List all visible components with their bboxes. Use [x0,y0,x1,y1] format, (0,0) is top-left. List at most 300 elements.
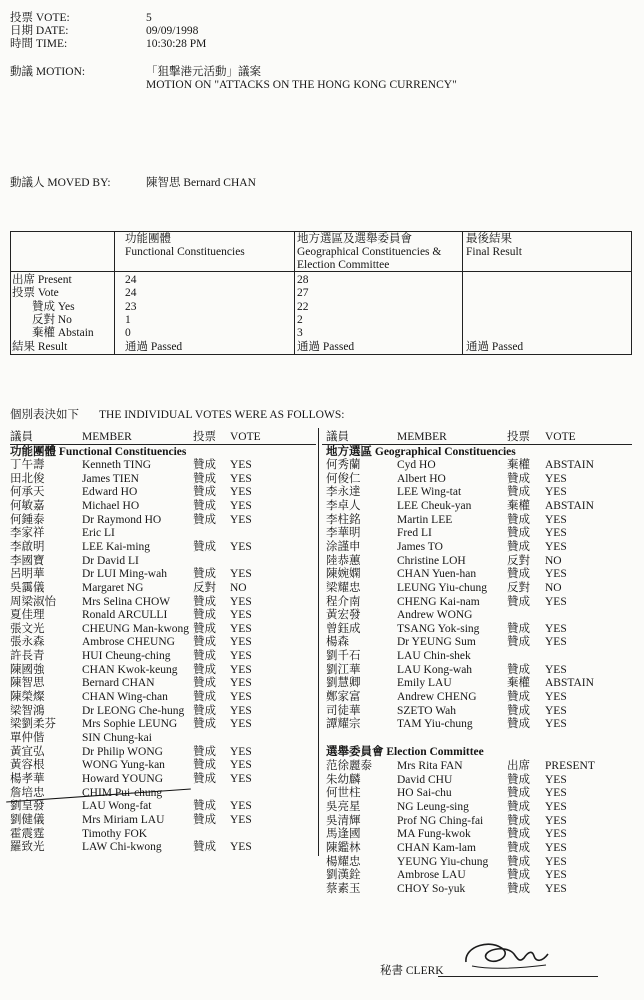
member-vote-en: YES [545,787,567,800]
header-label: 投票 VOTE: [10,12,70,24]
member-vote-zh: 贊成 [507,773,530,786]
member-name-en: Ambrose CHEUNG [82,636,175,649]
member-vote-en: YES [545,472,567,485]
member-name-en: CHEUNG Man-kwong [82,622,190,635]
left-col-member-zh: 議員 [10,431,33,443]
member-vote-en: YES [545,841,567,854]
right-col-member-en: MEMBER [397,431,447,443]
member-name-en: CHAN Yuen-han [397,568,477,581]
member-row [326,787,632,801]
member-row [326,760,632,774]
member-name-en: Dr David LI [82,554,139,567]
member-name-en: Kenneth TING [82,459,152,471]
member-vote-en: YES [230,499,252,512]
member-vote-en: PRESENT [545,760,595,772]
summary-gc-value: 3 [297,327,303,340]
member-vote-zh: 出席 [507,760,530,772]
right-col-member-zh: 議員 [326,431,349,443]
member-name-en: Mrs Rita FAN [397,760,463,772]
member-vote-zh: 贊成 [507,527,530,540]
summary-table [10,231,632,355]
member-name-en: Christine LOH [397,554,466,567]
member-name-en: CHENG Kai-nam [397,595,480,608]
member-row [10,623,316,637]
member-row [10,555,316,569]
summary-row-label: 贊成 Yes [32,300,75,313]
member-name-zh: 曾鈺成 [326,622,361,635]
motion-label: 動議 MOTION: [10,66,86,78]
member-name-en: Ambrose LAU [397,869,466,882]
summary-col-divider [462,231,463,355]
member-vote-zh: 棄權 [507,499,530,512]
summary-gc-value: 2 [297,313,303,326]
member-row [326,677,632,691]
member-vote-zh: 贊成 [193,718,216,731]
summary-gc-value: 通過 Passed [297,340,355,353]
member-row [10,500,316,514]
member-row [10,568,316,582]
member-vote-en: YES [545,486,567,499]
member-vote-en: YES [545,513,567,526]
member-row [326,718,632,732]
left-col-vote-zh: 投票 [193,431,216,443]
member-name-en: Mrs Selina CHOW [82,595,171,608]
member-name-zh: 鄭家富 [326,691,361,704]
member-row [10,541,316,555]
member-name-en: Emily LAU [397,677,452,690]
member-name-zh: 單仲偕 [10,732,45,744]
member-vote-zh: 贊成 [193,677,216,690]
member-name-en: LEUNG Yiu-chung [397,581,487,594]
member-vote-en: YES [230,622,252,635]
member-vote-en: YES [230,568,252,581]
member-name-zh: 司徒華 [326,704,361,717]
motion-title-zh: 「狙擊港元活動」議案 [146,66,261,78]
member-name-zh: 何世柱 [326,787,361,800]
member-row [326,856,632,870]
member-row [326,691,632,705]
intro-en: THE INDIVIDUAL VOTES WERE AS FOLLOWS: [99,409,345,421]
member-name-zh: 黃宜弘 [10,745,45,758]
member-vote-zh: 贊成 [507,718,530,731]
member-vote-zh: 贊成 [193,540,216,553]
member-vote-en: YES [545,595,567,608]
member-name-zh: 涂謹申 [326,540,361,553]
member-name-en: Dr Philip WONG [82,745,163,758]
member-name-zh: 程介南 [326,595,361,608]
member-row [10,732,316,746]
member-vote-en: YES [230,691,252,704]
member-vote-en: ABSTAIN [545,499,594,512]
member-vote-en: YES [230,663,252,676]
member-row [326,568,632,582]
member-vote-zh: 贊成 [507,595,530,608]
member-row [326,801,632,815]
member-name-en: Dr LEONG Che-hung [82,704,185,717]
member-vote-en: YES [230,636,252,649]
member-name-en: HO Sai-chu [397,787,452,800]
member-name-en: TSANG Yok-sing [397,622,480,635]
member-vote-zh: 贊成 [507,636,530,649]
member-vote-zh: 贊成 [193,609,216,622]
member-row [326,636,632,650]
member-name-zh: 何敏嘉 [10,499,45,512]
member-vote-zh: 贊成 [193,841,216,854]
member-name-en: CHAN Kam-lam [397,841,476,854]
member-name-en: Eric LI [82,527,115,540]
member-row [10,459,316,473]
member-vote-zh: 贊成 [507,691,530,704]
member-vote-en: YES [545,691,567,704]
member-name-zh: 劉健儀 [10,813,45,826]
member-vote-zh: 贊成 [193,691,216,704]
member-name-zh: 馬逢國 [326,828,361,841]
member-row [326,486,632,500]
member-vote-en: YES [545,527,567,540]
member-vote-en: YES [545,814,567,827]
intro-zh: 個別表決如下 [10,409,79,421]
member-vote-en: YES [545,718,567,731]
member-row [326,514,632,528]
summary-gc-value: 22 [297,300,309,313]
header-value: 5 [146,12,152,24]
member-vote-en: YES [230,677,252,690]
member-name-zh: 李卓人 [326,499,361,512]
member-name-en: CHAN Kwok-keung [82,663,178,676]
member-name-en: Howard YOUNG [82,772,164,785]
member-name-zh: 劉漢銓 [326,869,361,882]
member-name-en: Margaret NG [82,581,144,594]
member-name-zh: 呂明華 [10,568,45,581]
member-name-en: SZETO Wah [397,704,457,717]
member-name-zh: 劉千石 [326,650,361,663]
member-name-zh: 李家祥 [10,527,45,540]
member-row [10,828,316,842]
summary-final-value: 通過 Passed [466,340,524,353]
member-row [326,596,632,610]
summary-col1-en: Functional Constituencies [125,246,245,258]
member-name-zh: 李華明 [326,527,361,540]
member-row [10,636,316,650]
member-row [10,596,316,610]
member-vote-en: YES [545,663,567,676]
member-row [10,787,316,801]
member-vote-zh: 贊成 [507,513,530,526]
member-name-zh: 朱幼麟 [326,773,361,786]
member-name-zh: 吳靄儀 [10,581,45,594]
member-name-zh: 陳國強 [10,663,45,676]
member-row [326,664,632,678]
member-row [326,650,632,664]
member-vote-zh: 贊成 [507,704,530,717]
summary-col3-en: Final Result [466,246,522,258]
member-row [326,555,632,569]
summary-row-label: 反對 No [32,313,72,326]
member-vote-zh: 贊成 [507,814,530,827]
member-name-en: Mrs Sophie LEUNG [82,718,178,731]
member-vote-en: YES [230,841,252,854]
member-vote-zh: 贊成 [507,663,530,676]
member-row [326,527,632,541]
member-vote-en: YES [230,772,252,785]
member-name-en: WONG Yung-kan [82,759,165,772]
member-name-en: Andrew WONG [397,609,473,622]
clerk-signature-line [438,976,598,977]
summary-col1-zh: 功能團體 [125,233,171,245]
member-name-en: James TO [397,540,443,553]
member-name-zh: 陳婉嫻 [326,568,361,581]
member-name-zh: 何秀蘭 [326,459,361,471]
member-row [10,814,316,828]
election-section-title: 選舉委員會 Election Committee [326,746,484,758]
member-name-en: James TIEN [82,472,139,485]
member-name-en: CHAN Wing-chan [82,691,168,704]
member-row [10,677,316,691]
individual-votes-intro [10,409,344,422]
member-vote-zh: 贊成 [193,636,216,649]
summary-gc-value: 27 [297,287,309,300]
member-vote-zh: 贊成 [507,869,530,882]
member-vote-zh: 贊成 [193,499,216,512]
member-vote-zh: 贊成 [193,568,216,581]
summary-gc-value: 28 [297,274,309,286]
summary-row-label: 棄權 Abstain [32,327,94,340]
member-row [326,609,632,623]
member-row [10,759,316,773]
member-name-zh: 黃宏發 [326,609,361,622]
member-vote-en: YES [545,773,567,786]
member-name-en: NG Leung-sing [397,800,469,813]
member-vote-zh: 贊成 [193,486,216,499]
member-name-zh: 陳智思 [10,677,45,690]
member-row [326,473,632,487]
summary-fc-value: 24 [125,287,137,300]
summary-row-label: 出席 Present [12,274,72,286]
summary-row-label: 投票 Vote [12,287,59,300]
member-name-zh: 吳清輝 [326,814,361,827]
member-name-en: LAU Wong-fat [82,800,152,813]
member-name-en: LEE Cheuk-yan [397,499,472,512]
member-vote-en: YES [230,800,252,813]
mover-name: 陳智思 Bernard CHAN [146,177,256,189]
member-name-en: Cyd HO [397,459,436,471]
right-col-vote-en: VOTE [545,431,576,443]
member-name-en: LEE Kai-ming [82,540,151,553]
member-name-zh: 黃容根 [10,759,45,772]
member-row [10,746,316,760]
member-name-zh: 譚耀宗 [326,718,361,731]
member-name-zh: 羅致光 [10,841,45,854]
member-row [10,800,316,814]
member-row [326,815,632,829]
member-vote-zh: 贊成 [193,800,216,813]
summary-col3-zh: 最後結果 [466,233,512,245]
member-name-zh: 梁耀忠 [326,581,361,594]
member-vote-zh: 贊成 [193,772,216,785]
member-name-en: CHOY So-yuk [397,882,466,895]
member-name-en: HUI Cheung-ching [82,650,171,663]
summary-fc-value: 通過 Passed [125,340,183,353]
summary-fc-value: 0 [125,327,131,340]
member-vote-zh: 贊成 [507,800,530,813]
member-vote-zh: 贊成 [193,759,216,772]
member-vote-zh: 贊成 [507,568,530,581]
member-vote-en: YES [230,540,252,553]
member-row [326,500,632,514]
member-vote-zh: 贊成 [193,622,216,635]
member-vote-en: YES [545,622,567,635]
member-name-en: LAW Chi-kwong [82,841,162,854]
member-vote-en: YES [230,609,252,622]
member-vote-zh: 贊成 [507,787,530,800]
member-name-en: LEE Wing-tat [397,486,462,499]
member-name-zh: 蔡素玉 [326,882,361,895]
member-row [326,623,632,637]
member-row [326,869,632,883]
member-row [10,718,316,732]
member-vote-zh: 贊成 [507,486,530,499]
member-row [10,650,316,664]
member-name-zh: 楊耀忠 [326,855,361,868]
left-col-vote-en: VOTE [230,431,261,443]
member-name-en: Michael HO [82,499,140,512]
member-name-zh: 劉皇發 [10,800,45,813]
member-vote-en: YES [545,636,567,649]
member-name-zh: 陳榮燦 [10,691,45,704]
member-name-zh: 丁午壽 [10,459,45,471]
member-name-en: LAU Kong-wah [397,663,473,676]
member-name-en: Timothy FOK [82,827,148,840]
member-row [10,841,316,855]
clerk-label: 秘書 CLERK [380,965,444,977]
column-divider [318,428,319,856]
member-name-en: Dr LUI Ming-wah [82,568,167,581]
summary-fc-value: 1 [125,313,131,326]
member-row [10,582,316,596]
member-vote-zh: 贊成 [507,855,530,868]
member-name-zh: 李啟明 [10,540,45,553]
member-name-zh: 李柱銘 [326,513,361,526]
member-row [10,773,316,787]
member-name-zh: 陳鑑林 [326,841,361,854]
member-vote-en: ABSTAIN [545,677,594,690]
member-name-en: Fred LI [397,527,432,540]
member-vote-zh: 贊成 [507,828,530,841]
member-vote-zh: 贊成 [193,459,216,471]
mover-label: 動議人 MOVED BY: [10,177,111,189]
member-row [326,842,632,856]
member-name-zh: 田北俊 [10,472,45,485]
member-name-en: Bernard CHAN [82,677,155,690]
summary-col2-en: Geographical Constituencies & [297,246,442,258]
member-row [326,582,632,596]
member-name-zh: 周梁淑怡 [10,595,56,608]
member-name-en: LAU Chin-shek [397,650,471,663]
member-row [10,486,316,500]
member-name-zh: 李國寶 [10,554,45,567]
member-name-en: Prof NG Ching-fai [397,814,484,827]
member-vote-zh: 贊成 [507,882,530,895]
header-value: 10:30:28 PM [146,38,207,50]
member-name-en: TAM Yiu-chung [397,718,473,731]
header-label: 時間 TIME: [10,38,68,50]
member-vote-zh: 贊成 [507,540,530,553]
member-vote-en: YES [230,459,252,471]
member-vote-zh: 棄權 [507,459,530,471]
member-vote-en: YES [545,828,567,841]
member-vote-zh: 贊成 [193,650,216,663]
member-name-en: David CHU [397,773,453,786]
member-name-zh: 何俊仁 [326,472,361,485]
member-row [10,609,316,623]
summary-row-label: 結果 Result [12,340,68,353]
member-vote-en: NO [230,581,247,594]
member-vote-en: YES [230,704,252,717]
member-vote-en: NO [545,554,562,567]
member-vote-zh: 反對 [507,554,530,567]
member-name-zh: 梁劉柔芬 [10,718,56,731]
member-row [10,514,316,528]
geographical-section-title: 地方選區 Geographical Constituencies [326,446,516,458]
header-label: 日期 DATE: [10,25,69,37]
member-name-zh: 范徐麗泰 [326,760,372,772]
functional-section-title: 功能團體 Functional Constituencies [10,446,187,458]
member-vote-en: YES [545,882,567,895]
member-vote-zh: 贊成 [193,704,216,717]
member-name-zh: 陸恭蕙 [326,554,361,567]
member-row [326,705,632,719]
member-name-en: Albert HO [397,472,446,485]
header-value: 09/09/1998 [146,25,199,37]
summary-col2-en2: Election Committee [297,259,390,271]
member-name-en: Martin LEE [397,513,453,526]
member-row [326,883,632,897]
member-vote-zh: 棄權 [507,677,530,690]
member-vote-en: YES [545,855,567,868]
member-vote-en: YES [545,540,567,553]
member-row [10,705,316,719]
member-name-zh: 劉江華 [326,663,361,676]
right-col-vote-zh: 投票 [507,431,530,443]
member-vote-en: YES [230,486,252,499]
member-name-zh: 楊孝華 [10,772,45,785]
member-vote-zh: 贊成 [507,622,530,635]
member-vote-en: YES [545,869,567,882]
member-name-zh: 張永森 [10,636,45,649]
member-name-en: YEUNG Yiu-chung [397,855,489,868]
member-name-zh: 吳亮星 [326,800,361,813]
clerk-signature [462,932,552,972]
member-vote-en: YES [230,718,252,731]
member-vote-en: YES [230,650,252,663]
member-vote-zh: 贊成 [193,663,216,676]
member-name-zh: 張文光 [10,622,45,635]
member-name-zh: 梁智鴻 [10,704,45,717]
member-name-zh: 詹培忠 [10,786,45,799]
member-name-en: Andrew CHENG [397,691,477,704]
member-vote-zh: 反對 [193,581,216,594]
member-vote-en: YES [230,513,252,526]
member-row [10,691,316,705]
member-row [326,541,632,555]
summary-col-divider [114,231,115,355]
member-vote-en: YES [230,745,252,758]
member-vote-zh: 贊成 [193,513,216,526]
member-vote-en: YES [230,813,252,826]
member-vote-en: ABSTAIN [545,459,594,471]
member-vote-en: NO [545,581,562,594]
member-row [326,828,632,842]
